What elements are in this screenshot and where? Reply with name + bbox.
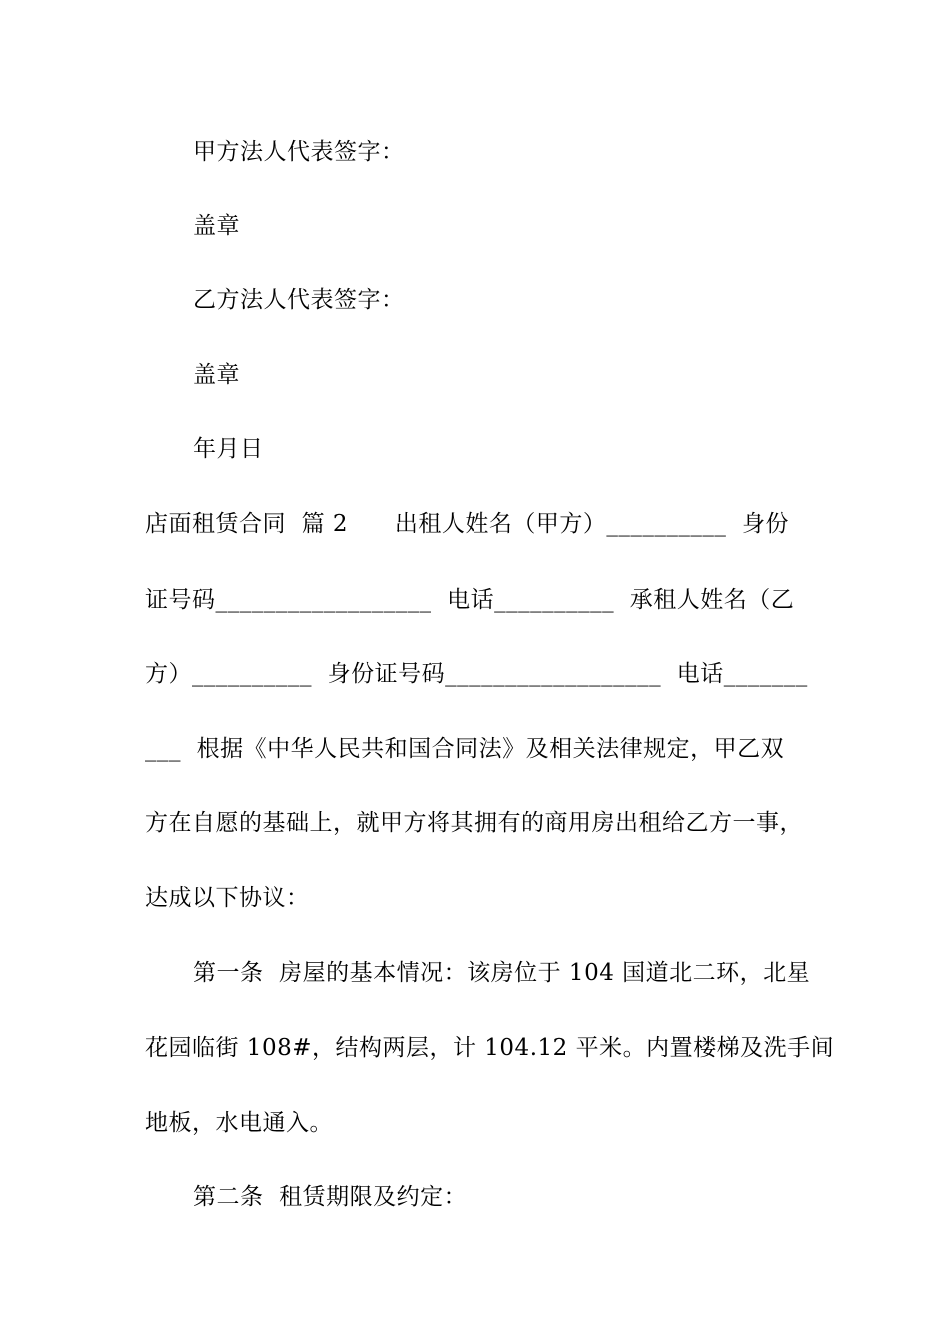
article-1-line: 花园临街 108#，结构两层，计 104.12 平米。内置楼梯及洗手间 — [145, 1035, 835, 1061]
party-b-signature-line: 乙方法人代表签字： — [193, 287, 405, 313]
date-line: 年月日 — [193, 436, 264, 462]
party-a-signature-line: 甲方法人代表签字： — [193, 139, 405, 165]
contract-paragraph-line: 方）__________ 身份证号码__________________ 电话_______ — [145, 661, 808, 687]
article-1-line: 第一条 房屋的基本情况：该房位于 104 国道北二环，北星 — [193, 960, 811, 986]
contract-paragraph-line: 店面租赁合同 篇 2 出租人姓名（甲方）__________ 身份 — [145, 511, 790, 537]
contract-paragraph-line: ___ 根据《中华人民共和国合同法》及相关法律规定，甲乙双 — [145, 736, 785, 762]
party-b-seal-line: 盖章 — [193, 362, 240, 388]
contract-paragraph-line: 达成以下协议： — [145, 885, 310, 911]
article-1-line: 地板，水电通入。 — [145, 1110, 333, 1136]
party-a-seal-line: 盖章 — [193, 213, 240, 239]
contract-paragraph-line: 证号码__________________ 电话__________ 承租人姓名（乙 — [145, 587, 795, 613]
article-2-heading: 第二条 租赁期限及约定： — [193, 1184, 468, 1210]
contract-paragraph-line: 方在自愿的基础上，就甲方将其拥有的商用房出租给乙方一事， — [145, 810, 803, 836]
